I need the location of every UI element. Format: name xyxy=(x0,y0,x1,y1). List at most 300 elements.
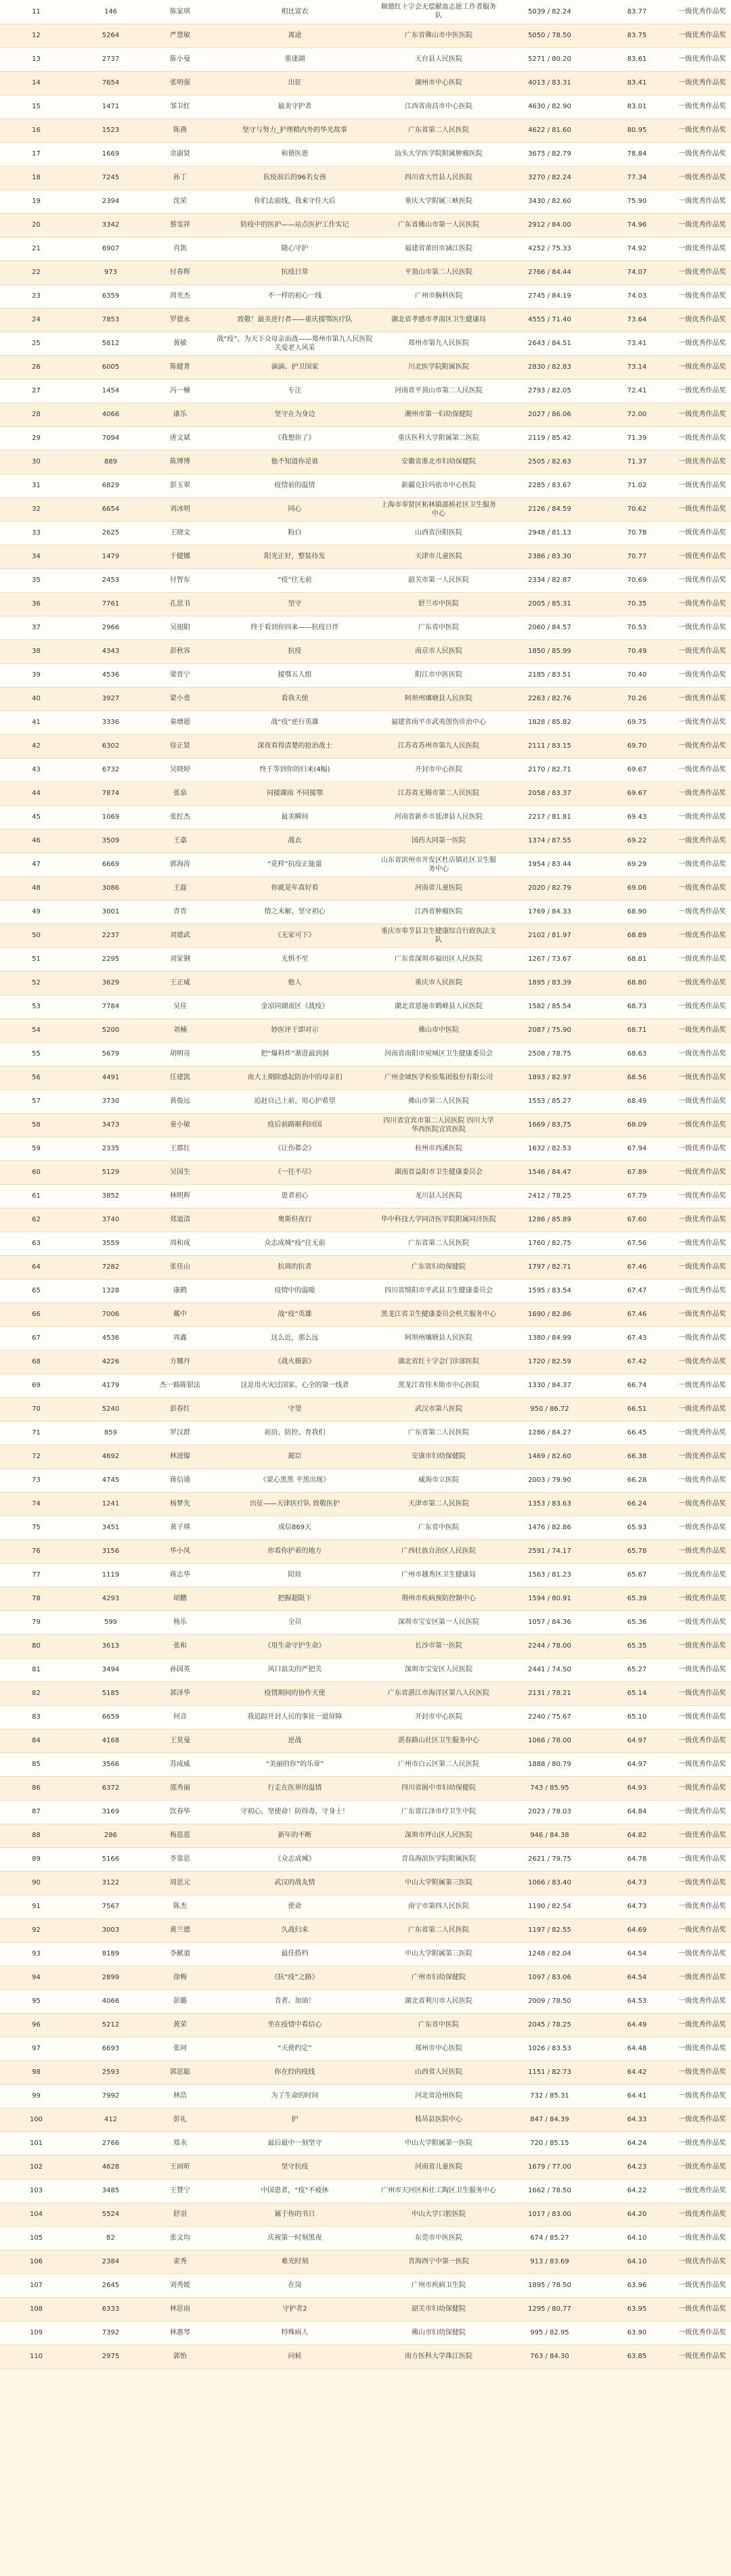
entry-id-cell: 2766 xyxy=(72,2131,149,2155)
entry-id-cell: 3730 xyxy=(72,1089,149,1113)
author-cell: 张和 xyxy=(149,1634,211,1658)
votes-score-cell: 1380 / 84.99 xyxy=(499,1326,600,1350)
rank-cell: 34 xyxy=(0,545,72,568)
final-score-cell: 67.94 xyxy=(600,1137,673,1160)
table-row xyxy=(0,2297,731,2321)
final-score-cell: 64.10 xyxy=(600,2226,673,2250)
votes-score-cell: 2111 / 83.15 xyxy=(499,734,600,758)
final-score-cell: 64.73 xyxy=(600,1895,673,1918)
award-cell: 一级优秀作品奖 xyxy=(673,403,731,426)
rank-cell: 78 xyxy=(0,1587,72,1610)
final-score-cell: 64.97 xyxy=(600,1729,673,1753)
table-row xyxy=(0,1184,731,1208)
final-score-cell: 71.02 xyxy=(600,474,673,497)
entry-id-cell: 1241 xyxy=(72,1492,149,1516)
award-cell: 一级优秀作品奖 xyxy=(673,1303,731,1326)
table-row xyxy=(0,1658,731,1681)
author-cell: 彭璐 xyxy=(149,1989,211,2013)
award-cell: 一级优秀作品奖 xyxy=(673,308,731,332)
author-cell: 林浩 xyxy=(149,2084,211,2108)
rank-cell: 37 xyxy=(0,616,72,639)
award-cell: 一级优秀作品奖 xyxy=(673,2274,731,2297)
award-cell: 一级优秀作品奖 xyxy=(673,1658,731,1681)
work-title-cell: “美丽的你”的乐章” xyxy=(211,1753,378,1776)
rank-cell: 95 xyxy=(0,1989,72,2013)
author-cell: 任建凯 xyxy=(149,1066,211,1089)
author-cell: 徐梅 xyxy=(149,1966,211,1989)
organization-cell: 四川省宜宾市第二人民医院 四川大学华西医院宜宾医院 xyxy=(378,1113,499,1137)
work-title-cell: 成信869天 xyxy=(211,1516,378,1539)
entry-id-cell: 3852 xyxy=(72,1184,149,1208)
organization-cell: 湖州市中心医院 xyxy=(378,71,499,95)
final-score-cell: 64.73 xyxy=(600,1871,673,1895)
author-cell: 蒋志华 xyxy=(149,1563,211,1587)
entry-id-cell: 4692 xyxy=(72,1445,149,1468)
rank-cell: 46 xyxy=(0,829,72,853)
work-title-cell: 不一样的初心一线 xyxy=(211,284,378,308)
organization-cell: 潮州市第一妇幼保健院 xyxy=(378,403,499,426)
votes-score-cell: 1066 / 78.00 xyxy=(499,1729,600,1753)
entry-id-cell: 7282 xyxy=(72,1255,149,1279)
award-cell: 一级优秀作品奖 xyxy=(673,2345,731,2368)
work-title-cell: 最后最中一刻坚守 xyxy=(211,2131,378,2155)
votes-score-cell: 950 / 86.72 xyxy=(499,1397,600,1421)
votes-score-cell: 2334 / 82.87 xyxy=(499,568,600,592)
work-title-cell: 防疫中的医护——站点医护工作实记 xyxy=(211,213,378,237)
organization-cell: 南方医科大学珠江医院 xyxy=(378,2345,499,2368)
votes-score-cell: 2045 / 78.25 xyxy=(499,2013,600,2037)
work-title-cell: 滴滴、护卫国家 xyxy=(211,355,378,379)
work-title-cell: 最佳搭档 xyxy=(211,1942,378,1966)
work-title-cell: 抗周的抗者 xyxy=(211,1255,378,1279)
author-cell: 周思元 xyxy=(149,1871,211,1895)
rank-cell: 13 xyxy=(0,47,72,71)
organization-cell: 天台县人民医院 xyxy=(378,47,499,71)
votes-score-cell: 1267 / 73.67 xyxy=(499,947,600,971)
table-row xyxy=(0,1824,731,1847)
organization-cell: 深圳市坪山区人民医院 xyxy=(378,1824,499,1847)
table-row xyxy=(0,1895,731,1918)
award-cell: 一级优秀作品奖 xyxy=(673,213,731,237)
table-row xyxy=(0,1113,731,1137)
work-title-cell: 最美守护者 xyxy=(211,95,378,118)
table-row xyxy=(0,497,731,521)
rank-cell: 106 xyxy=(0,2250,72,2274)
author-cell: 彭礼 xyxy=(149,2108,211,2131)
author-cell: 王雨昕 xyxy=(149,2155,211,2179)
work-title-cell: 终于等到你的归来(4幅) xyxy=(211,758,378,782)
work-title-cell: 《我想你了》 xyxy=(211,426,378,450)
entry-id-cell: 5200 xyxy=(72,1018,149,1042)
entry-id-cell: 8189 xyxy=(72,1942,149,1966)
final-score-cell: 65.78 xyxy=(600,1539,673,1563)
votes-score-cell: 1850 / 85.99 xyxy=(499,639,600,663)
table-row xyxy=(0,1681,731,1705)
rank-cell: 39 xyxy=(0,663,72,687)
rank-cell: 27 xyxy=(0,379,72,403)
rank-cell: 102 xyxy=(0,2155,72,2179)
work-title-cell: 坚守 xyxy=(211,592,378,616)
award-cell: 一级优秀作品奖 xyxy=(673,2108,731,2131)
entry-id-cell: 3122 xyxy=(72,1871,149,1895)
work-title-cell: 中国患者，“疫”不疲休 xyxy=(211,2179,378,2202)
award-cell: 一级优秀作品奖 xyxy=(673,2060,731,2084)
award-cell: 一级优秀作品奖 xyxy=(673,2226,731,2250)
final-score-cell: 70.62 xyxy=(600,497,673,521)
table-row xyxy=(0,1634,731,1658)
entry-id-cell: 1669 xyxy=(72,142,149,166)
author-cell: 孙丁 xyxy=(149,166,211,189)
final-score-cell: 65.14 xyxy=(600,1681,673,1705)
work-title-cell: 你就是年真好看 xyxy=(211,876,378,900)
rank-cell: 25 xyxy=(0,332,72,355)
rank-cell: 50 xyxy=(0,924,72,947)
award-cell: 一级优秀作品奖 xyxy=(673,1918,731,1942)
award-cell: 一级优秀作品奖 xyxy=(673,1397,731,1421)
entry-id-cell: 5129 xyxy=(72,1160,149,1184)
entry-id-cell: 6005 xyxy=(72,355,149,379)
entry-id-cell: 6372 xyxy=(72,1776,149,1800)
award-cell: 一级优秀作品奖 xyxy=(673,1326,731,1350)
organization-cell: 青海西宁中第一医院 xyxy=(378,2250,499,2274)
author-cell: 张红杰 xyxy=(149,805,211,829)
award-cell: 一级优秀作品奖 xyxy=(673,2155,731,2179)
organization-cell: 广东省妇幼保健院 xyxy=(378,1255,499,1279)
rank-cell: 83 xyxy=(0,1705,72,1729)
final-score-cell: 65.67 xyxy=(600,1563,673,1587)
work-title-cell: 这么近，那么远 xyxy=(211,1326,378,1350)
rank-cell: 61 xyxy=(0,1184,72,1208)
entry-id-cell: 4293 xyxy=(72,1587,149,1610)
rank-cell: 87 xyxy=(0,1800,72,1824)
organization-cell: 广西壮族自治区人民医院 xyxy=(378,1539,499,1563)
votes-score-cell: 1286 / 84.27 xyxy=(499,1421,600,1445)
author-cell: 戴中 xyxy=(149,1303,211,1326)
table-row xyxy=(0,189,731,213)
author-cell: 王晓文 xyxy=(149,521,211,545)
table-row xyxy=(0,1397,731,1421)
votes-score-cell: 2412 / 78.25 xyxy=(499,1184,600,1208)
final-score-cell: 69.67 xyxy=(600,758,673,782)
award-cell: 一级优秀作品奖 xyxy=(673,2131,731,2155)
entry-id-cell: 3003 xyxy=(72,1918,149,1942)
final-score-cell: 70.53 xyxy=(600,616,673,639)
organization-cell: 广东省佛山市中医医院 xyxy=(378,24,499,47)
rank-cell: 48 xyxy=(0,876,72,900)
award-cell: 一级优秀作品奖 xyxy=(673,1824,731,1847)
table-row xyxy=(0,118,731,142)
organization-cell: 韶关市第一人民医院 xyxy=(378,568,499,592)
final-score-cell: 83.41 xyxy=(600,71,673,95)
organization-cell: 黑龙江省佳木斯市中心医院 xyxy=(378,1374,499,1397)
work-title-cell: 《战火摄影》 xyxy=(211,1350,378,1374)
award-cell: 一级优秀作品奖 xyxy=(673,1279,731,1303)
table-row xyxy=(0,995,731,1018)
final-score-cell: 64.78 xyxy=(600,1847,673,1871)
award-cell: 一级优秀作品奖 xyxy=(673,118,731,142)
award-cell: 一级优秀作品奖 xyxy=(673,1445,731,1468)
table-row xyxy=(0,403,731,426)
votes-score-cell: 2948 / 81.13 xyxy=(499,521,600,545)
entry-id-cell: 2335 xyxy=(72,1137,149,1160)
organization-cell: 汕头大学医学院附属肿瘤医院 xyxy=(378,142,499,166)
author-cell: 王嘉 xyxy=(149,829,211,853)
entry-id-cell: 3927 xyxy=(72,687,149,710)
award-cell: 一级优秀作品奖 xyxy=(673,426,731,450)
votes-score-cell: 2119 / 85.42 xyxy=(499,426,600,450)
author-cell: 林进镍 xyxy=(149,1445,211,1468)
table-row xyxy=(0,592,731,616)
final-score-cell: 64.33 xyxy=(600,2108,673,2131)
work-title-cell: 久战归来 xyxy=(211,1918,378,1942)
table-row xyxy=(0,1018,731,1042)
entry-id-cell: 5212 xyxy=(72,2013,149,2037)
rank-cell: 80 xyxy=(0,1634,72,1658)
rank-cell: 105 xyxy=(0,2226,72,2250)
author-cell: 邹卫红 xyxy=(149,95,211,118)
votes-score-cell: 2102 / 81.97 xyxy=(499,924,600,947)
organization-cell: 广东省中医院 xyxy=(378,2013,499,2037)
final-score-cell: 64.23 xyxy=(600,2155,673,2179)
rank-cell: 35 xyxy=(0,568,72,592)
votes-score-cell: 2126 / 84.59 xyxy=(499,497,600,521)
work-title-cell: 战“疫”，为天下众母亲而战——郑州市第九人民医院关爱老人风采 xyxy=(211,332,378,355)
votes-score-cell: 1632 / 82.53 xyxy=(499,1137,600,1160)
organization-cell: 四川省绵阳市平武县卫生健康委员会 xyxy=(378,1279,499,1303)
entry-id-cell: 3342 xyxy=(72,213,149,237)
author-cell: 李靠思 xyxy=(149,1847,211,1871)
final-score-cell: 75.90 xyxy=(600,189,673,213)
organization-cell: 阳江市中医医院 xyxy=(378,663,499,687)
award-cell: 一级优秀作品奖 xyxy=(673,1137,731,1160)
author-cell: 黄俊远 xyxy=(149,1089,211,1113)
entry-id-cell: 82 xyxy=(72,2226,149,2250)
votes-score-cell: 1546 / 84.47 xyxy=(499,1160,600,1184)
votes-score-cell: 2508 / 78.75 xyxy=(499,1042,600,1066)
rank-cell: 32 xyxy=(0,497,72,521)
final-score-cell: 64.93 xyxy=(600,1776,673,1800)
author-cell: 付智东 xyxy=(149,568,211,592)
entry-id-cell: 6907 xyxy=(72,237,149,261)
entry-id-cell: 6659 xyxy=(72,1705,149,1729)
award-cell: 一级优秀作品奖 xyxy=(673,284,731,308)
table-row xyxy=(0,95,731,118)
award-cell: 一级优秀作品奖 xyxy=(673,1350,731,1374)
author-cell: 吴旭阳 xyxy=(149,616,211,639)
entry-id-cell: 1328 xyxy=(72,1279,149,1303)
work-title-cell: 庆祝第一时刻黑夜 xyxy=(211,2226,378,2250)
table-row xyxy=(0,1705,731,1729)
votes-score-cell: 1374 / 87.55 xyxy=(499,829,600,853)
organization-cell: 长沙市第一医院 xyxy=(378,1634,499,1658)
organization-cell: 广东省深圳市福田区人民医院 xyxy=(378,947,499,971)
work-title-cell: 你看你护着的地方 xyxy=(211,1539,378,1563)
votes-score-cell: 1190 / 82.54 xyxy=(499,1895,600,1918)
award-cell: 一级优秀作品奖 xyxy=(673,2202,731,2226)
votes-score-cell: 1563 / 81.23 xyxy=(499,1563,600,1587)
rank-cell: 91 xyxy=(0,1895,72,1918)
votes-score-cell: 1797 / 82.71 xyxy=(499,1255,600,1279)
entry-id-cell: 889 xyxy=(72,450,149,474)
final-score-cell: 67.89 xyxy=(600,1160,673,1184)
table-row xyxy=(0,1776,731,1800)
final-score-cell: 71.39 xyxy=(600,426,673,450)
votes-score-cell: 2058 / 83.37 xyxy=(499,782,600,805)
author-cell: 王正威 xyxy=(149,971,211,995)
votes-score-cell: 1017 / 83.00 xyxy=(499,2202,600,2226)
final-score-cell: 63.96 xyxy=(600,2274,673,2297)
rank-cell: 28 xyxy=(0,403,72,426)
rank-cell: 100 xyxy=(0,2108,72,2131)
organization-cell: 广州市胸科医院 xyxy=(378,284,499,308)
final-score-cell: 83.75 xyxy=(600,24,673,47)
votes-score-cell: 1760 / 82.75 xyxy=(499,1231,600,1255)
award-cell: 一级优秀作品奖 xyxy=(673,379,731,403)
organization-cell: 开封市中心医院 xyxy=(378,758,499,782)
organization-cell: 郑州市中心医院 xyxy=(378,2037,499,2060)
votes-score-cell: 2240 / 75.67 xyxy=(499,1705,600,1729)
award-cell: 一级优秀作品奖 xyxy=(673,1587,731,1610)
votes-score-cell: 1295 / 80.77 xyxy=(499,2297,600,2321)
award-cell: 一级优秀作品奖 xyxy=(673,687,731,710)
table-row xyxy=(0,568,731,592)
votes-score-cell: 1595 / 83.54 xyxy=(499,1279,600,1303)
entry-id-cell: 412 xyxy=(72,2108,149,2131)
entry-id-cell: 1479 xyxy=(72,545,149,568)
table-row xyxy=(0,1753,731,1776)
work-title-cell: 看我天使 xyxy=(211,687,378,710)
entry-id-cell: 599 xyxy=(72,1610,149,1634)
award-cell: 一级优秀作品奖 xyxy=(673,1066,731,1089)
author-cell: 邵秀丽 xyxy=(149,1776,211,1800)
rank-cell: 71 xyxy=(0,1421,72,1445)
organization-cell: 威海市立医院 xyxy=(378,1468,499,1492)
votes-score-cell: 1690 / 82.86 xyxy=(499,1303,600,1326)
award-cell: 一级优秀作品奖 xyxy=(673,1847,731,1871)
table-row xyxy=(0,1255,731,1279)
table-row xyxy=(0,142,731,166)
rank-cell: 49 xyxy=(0,900,72,924)
work-title-cell: 妙医评于即对示 xyxy=(211,1018,378,1042)
votes-score-cell: 1662 / 78.50 xyxy=(499,2179,600,2202)
entry-id-cell: 2295 xyxy=(72,947,149,971)
work-title-cell: 守护者2 xyxy=(211,2297,378,2321)
award-cell: 一级优秀作品奖 xyxy=(673,24,731,47)
organization-cell: 南京市人民医院 xyxy=(378,639,499,663)
organization-cell: 天津市儿童医院 xyxy=(378,545,499,568)
rank-cell: 45 xyxy=(0,805,72,829)
author-cell: 郭海涛 xyxy=(149,853,211,876)
votes-score-cell: 1769 / 84.33 xyxy=(499,900,600,924)
work-title-cell: 坚守抗疫 xyxy=(211,2155,378,2179)
author-cell: 梁晋宁 xyxy=(149,663,211,687)
final-score-cell: 68.71 xyxy=(600,1018,673,1042)
work-title-cell: 专注 xyxy=(211,379,378,403)
votes-score-cell: 1066 / 83.40 xyxy=(499,1871,600,1895)
work-title-cell: “天使约定” xyxy=(211,2037,378,2060)
organization-cell: 广东省中医院 xyxy=(378,1516,499,1539)
final-score-cell: 65.27 xyxy=(600,1658,673,1681)
entry-id-cell: 7245 xyxy=(72,166,149,189)
rank-cell: 15 xyxy=(0,95,72,118)
entry-id-cell: 4536 xyxy=(72,1326,149,1350)
entry-id-cell: 2237 xyxy=(72,924,149,947)
organization-cell: 湛春路山社区卫生服务中心 xyxy=(378,1729,499,1753)
table-row xyxy=(0,474,731,497)
table-row xyxy=(0,1137,731,1160)
author-cell: 雀秀 xyxy=(149,2250,211,2274)
final-score-cell: 64.10 xyxy=(600,2250,673,2274)
author-cell: 蒙小勇 xyxy=(149,687,211,710)
rank-cell: 89 xyxy=(0,1847,72,1871)
final-score-cell: 67.46 xyxy=(600,1303,673,1326)
work-title-cell: 新年的不断 xyxy=(211,1824,378,1847)
award-cell: 一级优秀作品奖 xyxy=(673,782,731,805)
table-row xyxy=(0,261,731,284)
author-cell: 康鹤 xyxy=(149,1279,211,1303)
final-score-cell: 72.41 xyxy=(600,379,673,403)
votes-score-cell: 732 / 85.31 xyxy=(499,2084,600,2108)
table-row xyxy=(0,1445,731,1468)
table-row xyxy=(0,1871,731,1895)
votes-score-cell: 2023 / 78.03 xyxy=(499,1800,600,1824)
award-cell: 一级优秀作品奖 xyxy=(673,1113,731,1137)
rank-cell: 109 xyxy=(0,2321,72,2345)
votes-score-cell: 3675 / 82.79 xyxy=(499,142,600,166)
organization-cell: 广州市天河区和社工陶区卫生服务中心 xyxy=(378,2179,499,2202)
rank-cell: 47 xyxy=(0,853,72,876)
author-cell: 郭泽华 xyxy=(149,1681,211,1705)
votes-score-cell: 1888 / 80.79 xyxy=(499,1753,600,1776)
work-title-cell: 深夜看得清楚的抢治战士 xyxy=(211,734,378,758)
work-title-cell: 把握超限下 xyxy=(211,1587,378,1610)
organization-cell: 山西省汾阳医院 xyxy=(378,521,499,545)
work-title-cell: 疫后前路顺利回国 xyxy=(211,1113,378,1137)
author-cell: 黄荣 xyxy=(149,2013,211,2037)
table-row xyxy=(0,710,731,734)
rank-cell: 85 xyxy=(0,1753,72,1776)
table-row xyxy=(0,2226,731,2250)
author-cell: 华小凤 xyxy=(149,1539,211,1563)
table-row xyxy=(0,1539,731,1563)
entry-id-cell: 7761 xyxy=(72,592,149,616)
rank-cell: 76 xyxy=(0,1539,72,1563)
author-cell: 杨梦先 xyxy=(149,1492,211,1516)
final-score-cell: 68.56 xyxy=(600,1066,673,1089)
author-cell: 吴国生 xyxy=(149,1160,211,1184)
rank-cell: 51 xyxy=(0,947,72,971)
table-row xyxy=(0,829,731,853)
work-title-cell: 众志成城“疫”往无前 xyxy=(211,1231,378,1255)
table-row xyxy=(0,1847,731,1871)
final-score-cell: 68.90 xyxy=(600,900,673,924)
award-cell: 一级优秀作品奖 xyxy=(673,758,731,782)
rank-cell: 24 xyxy=(0,308,72,332)
organization-cell: 东莞市中医医院 xyxy=(378,2226,499,2250)
rank-cell: 30 xyxy=(0,450,72,474)
final-score-cell: 69.06 xyxy=(600,876,673,900)
organization-cell: 广东省第二人民医院 xyxy=(378,1231,499,1255)
award-cell: 一级优秀作品奖 xyxy=(673,1231,731,1255)
award-cell: 一级优秀作品奖 xyxy=(673,1468,731,1492)
rank-cell: 38 xyxy=(0,639,72,663)
organization-cell: 枝吊县医院中心 xyxy=(378,2108,499,2131)
entry-id-cell: 6359 xyxy=(72,284,149,308)
table-row xyxy=(0,426,731,450)
entry-id-cell: 2645 xyxy=(72,2274,149,2297)
table-row xyxy=(0,1231,731,1255)
final-score-cell: 67.56 xyxy=(600,1231,673,1255)
